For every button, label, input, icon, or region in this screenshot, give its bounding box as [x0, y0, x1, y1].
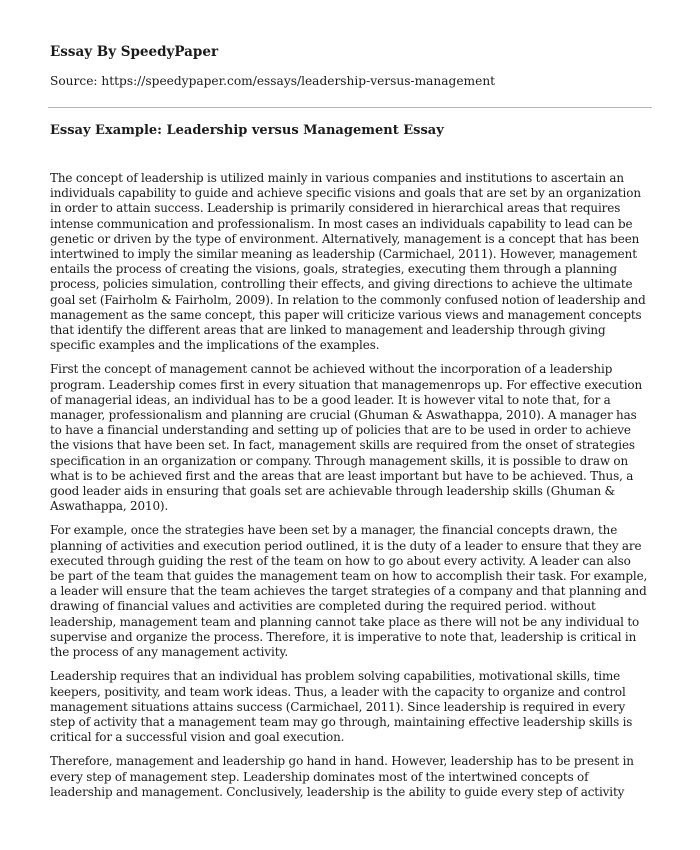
essay-paragraph: [50, 523, 653, 660]
paragraph-line: specification in an organization or company. Through management skills, it is possible to draw on: [50, 453, 629, 468]
paragraph-line: specific examples and the implications of the examples.: [50, 338, 380, 353]
paragraph-line: to have a financial understanding and setting up of policies that are to be used in order to achieve: [50, 423, 631, 438]
essay-paragraph: [50, 362, 653, 514]
source-line: Source: https://speedypaper.com/essays/leadership-versus-management: [50, 74, 496, 88]
paragraph-line: planning of activities and execution period outlined, it is the duty of a leader to ensure that they are: [50, 538, 642, 553]
paragraph-line: every step of management step. Leadership dominates most of the intertwined concepts of: [50, 769, 589, 784]
paragraph-line: leadership and management. Conclusively, leadership is the ability to guide every step of activity: [50, 784, 625, 799]
paragraph-line: drawing of financial values and activities are completed during the required period. without: [50, 599, 596, 614]
paragraph-line: intertwined to imply the similar meaning as leadership (Carmichael, 2011). However, management: [50, 247, 637, 262]
document-title: Essay By SpeedyPaper: [50, 44, 219, 60]
paragraph-line: intense communication and professionalism. In most cases an individuals capability to lead can be: [50, 216, 633, 231]
paragraph-line: of managerial ideas, an individual has to be a good leader. It is however vital to note that, for a: [50, 392, 611, 407]
paragraph-line: management situations attains success (Carmichael, 2011). Since leadership is required in every: [50, 699, 626, 714]
paragraph-line: that identify the different areas that are linked to management and leadership through giving: [50, 323, 606, 338]
paragraph-line: Leadership requires that an individual has problem solving capabilities, motivational skills, time: [50, 669, 621, 684]
essay-paragraph: [50, 669, 653, 745]
paragraph-line: in order to attain success. Leadership is primarily considered in hierarchical areas that requires: [50, 201, 621, 216]
paragraph-line: management as the same concept, this paper will criticize various views and management concepts: [50, 307, 642, 322]
paragraph-line: entails the process of creating the visions, goals, strategies, executing them through a planning: [50, 262, 617, 277]
paragraph-line: For example, once the strategies have been set by a manager, the financial concepts drawn, the: [50, 523, 618, 538]
paragraph-line: the process of any management activity.: [50, 645, 289, 660]
paragraph-line: program. Leadership comes first in every situation that managemenrops up. For effective execution: [50, 377, 643, 392]
paragraph-line: The concept of leadership is utilized mainly in various companies and institutions to ascertain an: [50, 171, 624, 185]
essay-paragraph: [50, 754, 653, 800]
essay-paragraph: [50, 171, 653, 353]
paragraph-line: the visions that have been set. In fact, management skills are required from the onset of strategies: [50, 438, 635, 453]
paragraph-line: good leader aids in ensuring that goals set are achievable through leadership skills (Ghuman &: [50, 484, 616, 499]
paragraph-line: Therefore, management and leadership go hand in hand. However, leadership has to be present in: [50, 754, 634, 769]
paragraph-line: individuals capability to guide and achieve specific visions and goals that are set by an organization: [50, 186, 641, 201]
paragraph-line: process, policies simulation, controlling their effects, and giving directions to achieve the ultimate: [50, 277, 633, 292]
paragraph-line: step of activity that a management team may go through, maintaining effective leadership skills is: [50, 714, 633, 729]
essay-body: [50, 171, 653, 809]
paragraph-line: be part of the team that guides the management team on how to accomplish their task. For example,: [50, 569, 648, 584]
essay-heading: Essay Example: Leadership versus Management Essay: [50, 123, 444, 138]
paragraph-line: manager, professionalism and planning are crucial (Ghuman & Aswathappa, 2010). A manager has: [50, 408, 637, 423]
paragraph-line: Aswathappa, 2010).: [50, 499, 169, 514]
paragraph-line: what is to be achieved first and the areas that are least important but have to be achieved. Thus, a: [50, 468, 634, 483]
header-divider: [48, 107, 652, 108]
paragraph-line: executed through guiding the rest of the team on how to go about every activity. A leader can also: [50, 553, 631, 568]
paragraph-line: leadership, management team and planning cannot take place as there will not be any individual to: [50, 614, 640, 629]
paragraph-line: goal set (Fairholm & Fairholm, 2009). In relation to the commonly confused notion of leadership and: [50, 292, 646, 307]
paragraph-line: a leader will ensure that the team achieves the target strategies of a company and that planning and: [50, 584, 647, 599]
paragraph-line: critical for a successful vision and goal execution.: [50, 730, 345, 745]
paragraph-line: First the concept of management cannot be achieved without the incorporation of a leadership: [50, 362, 613, 377]
paragraph-line: genetic or driven by the type of environment. Alternatively, management is a concept that has been: [50, 231, 640, 246]
paragraph-line: supervise and organize the process. Therefore, it is imperative to note that, leadership is critical in: [50, 629, 637, 644]
paragraph-line: keepers, positivity, and team work ideas. Thus, a leader with the capacity to organize and control: [50, 684, 626, 699]
